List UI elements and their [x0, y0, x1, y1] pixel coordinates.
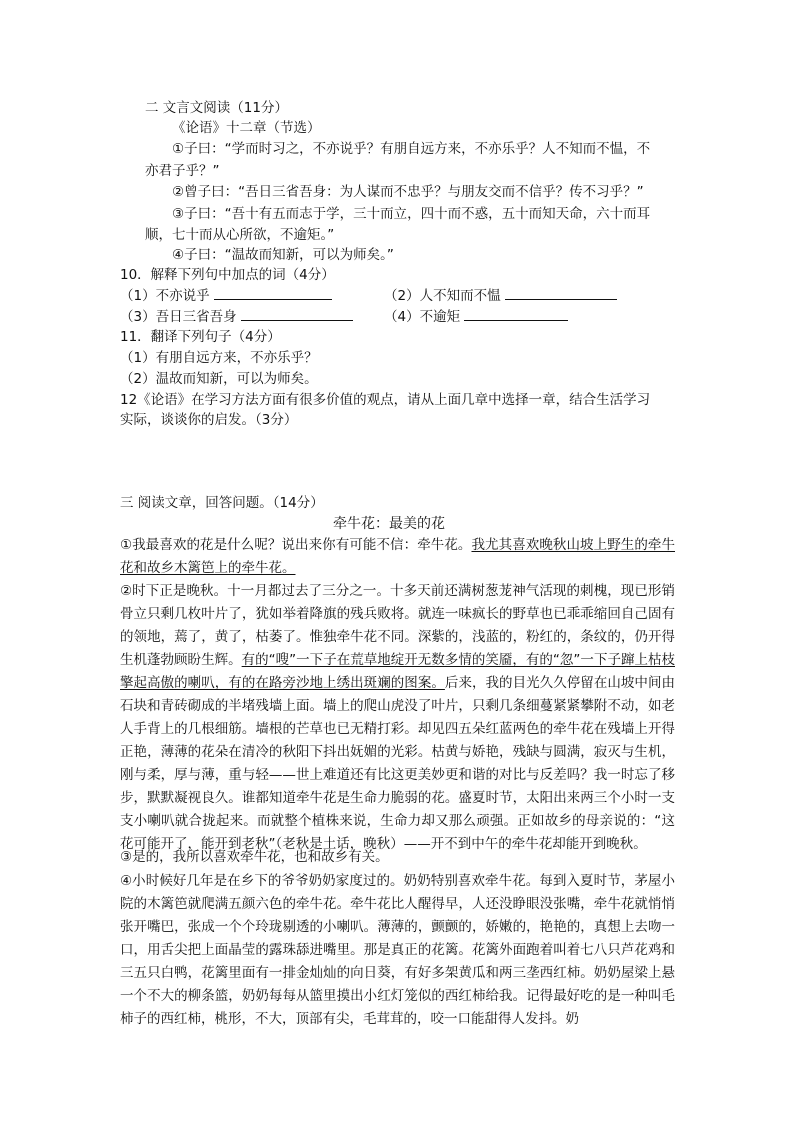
answer-blank[interactable] — [241, 308, 353, 321]
question-12-line-1: 12《论语》在学习方法方面有很多价值的观点，请从上面几章中选择一章，结合生活学习 — [120, 392, 651, 408]
paragraph-4: ④小时候好几年是在乡下的爷爷奶奶家度过的。奶奶特别喜欢牵牛花。每到入夏时节，茅屋小院的木篱笆就爬满五颜六色的牵牛花。牵牛花比人醒得早，人还没睁眼没张嘴，牵牛花就悄悄张开嘴巴，张成一个个玲珑剔透的小喇叭。薄薄的，颤颤的，娇嫩的，艳艳的，真想上去吻一口，用舌尖把上面晶莹的露珠舔进嘴里。那是真正的花篱。花篱外面跑着叫着七八只芦花鸡和三五只白鸭，花篱里面有一排金灿灿的向日葵，有好多架黄瓜和两三垄西红柿。奶奶屋梁上悬一个不大的柳条篮，奶奶每每从篮里摸出小红灯笼似的西红柿给我。记得最好吃的是一种叫毛柿子的西红柿，桃形，不大，顶部有尖，毛茸茸的，咬一口能甜得人发抖。奶 — [120, 873, 675, 1027]
q10-item-4 — [384, 307, 568, 327]
answer-blank[interactable] — [464, 308, 568, 321]
paragraph-2 — [120, 580, 675, 856]
q10-item-3-label: （3）吾日三省吾身 — [120, 309, 237, 325]
paragraph-1 — [120, 534, 675, 580]
answer-blank[interactable] — [214, 287, 332, 300]
chapter-1-line-1: ①子曰：“学而时习之，不亦说乎？有朋自远方来，不亦乐乎？人不知而不愠，不 — [172, 141, 651, 157]
q10-item-1 — [120, 286, 332, 306]
passage-subtitle: 《论语》十二章（节选） — [172, 120, 321, 136]
section-heading: 三 阅读文章，回答问题。（14分） — [120, 495, 324, 511]
chapter-2: ②曾子曰：“吾日三省吾身：为人谋而不忠乎？与朋友交而不信乎？传不习乎？” — [172, 184, 644, 200]
q10-item-2-label: （2）人不知而不愠 — [384, 288, 501, 304]
question-10: 10．解释下列句中加点的词（4分） — [120, 267, 335, 283]
q10-item-2 — [384, 286, 617, 306]
q10-item-3 — [120, 307, 353, 327]
underlined-sentence: 我尤其喜欢晚秋山坡上野生的牵牛花和故乡木篱笆上的牵牛花。 — [120, 537, 675, 576]
chapter-3-line-1: ③子曰：“吾十有五而志于学，三十而立，四十而不惑，五十而知天命，六十而耳 — [172, 206, 651, 222]
section-heading: 二 文言文阅读（11分） — [145, 100, 288, 116]
chapter-3-line-2: 顺，七十而从心所欲，不逾矩。” — [145, 227, 335, 243]
chapter-4: ④子曰：“温故而知新，可以为师矣。” — [172, 247, 394, 263]
q11-item-2: （2）温故而知新，可以为师矣。 — [120, 371, 318, 387]
q10-item-1-label: （1）不亦说乎 — [120, 288, 210, 304]
question-11: 11．翻译下列句子（4分） — [120, 329, 281, 345]
paragraph-3: ③是的，我所以喜欢牵牛花，也和故乡有关。 — [120, 849, 389, 865]
answer-blank[interactable] — [505, 287, 617, 300]
article-title: 牵牛花：最美的花 — [333, 516, 445, 532]
paragraph-text: ①我最喜欢的花是什么呢？说出来你有可能不信：牵牛花。 — [120, 537, 472, 553]
chapter-1-line-2: 亦君子乎？” — [145, 163, 220, 179]
paragraph-text: ②时下正是晚秋。十一月都过去了三分之一。十多天前还满树葱茏神气活现的刺槐，现已形销骨立只剩几枚叶片了，犹如举着降旗的残兵败将。就连一味疯长的野草也已乖乖缩回自己固有的领地，蔫了，黄了，枯萎了。惟独牵牛花不同。深紫的，浅蓝的，粉红的，条纹的，仍开得生机蓬勃顾盼生辉。 — [120, 583, 675, 668]
q10-item-4-label: （4）不逾矩 — [384, 309, 461, 325]
question-12-line-2: 实际，谈谈你的启发。（3分） — [120, 412, 298, 428]
paragraph-text: 后来，我的目光久久停留在山坡中间由石块和青砖砌成的半堵残墙上面。墙上的爬山虎没了叶片，只剩几条细蔓紧紧攀附不动，如老人手背上的几根细筋。墙根的芒草也已无精打彩。却见四五朵红蓝两色的牵牛花在残墙上开得正艳，薄薄的花朵在清冷的秋阳下抖出妩媚的光彩。枯黄与娇艳，残缺与圆满，寂灭与生机，刚与柔，厚与薄，重与轻——世上难道还有比这更美妙更和谐的对比与反差吗？我一时忘了移步，默默凝视良久。谁都知道牵牛花是生命力脆弱的花。盛夏时节，太阳出来两三个小时一支支小喇叭就合拢起来。而就整个植株来说，生命力却又那么顽强。正如故乡的母亲说的：“这花可能开了，能开到老秋”（老秋是土话，晚秋）——开不到中午的牵牛花却能开到晚秋。 — [120, 675, 676, 852]
underlined-sentence: 有的“嗖”一下子在荒草地绽开无数多情的笑靥，有的“忽”一下子蹿上枯枝擎起高傲的喇叭，有的在路旁沙地上绣出斑斓的图案。 — [120, 652, 676, 691]
q11-item-1: （1）有朋自远方来，不亦乐乎？ — [120, 350, 318, 366]
